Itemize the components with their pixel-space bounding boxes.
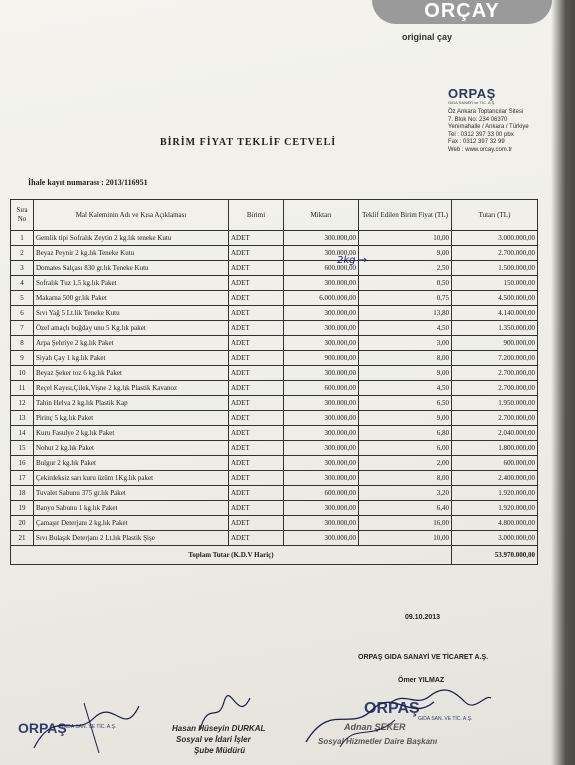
row-total: 2.040.000,00 (452, 426, 538, 441)
row-qty: 300.000,00 (284, 411, 359, 426)
table-row (11, 231, 538, 246)
table-total-row (11, 546, 538, 565)
row-price: 2,00 (359, 456, 452, 471)
row-no: 11 (11, 381, 34, 396)
row-name: Siyah Çay 1 kg.lık Paket (34, 351, 229, 366)
row-no: 1 (11, 231, 34, 246)
row-qty: 300.000,00 (284, 366, 359, 381)
row-price: 4,50 (359, 381, 452, 396)
table-row (11, 276, 538, 291)
price-table (10, 199, 538, 565)
row-name: Arpa Şehriye 2 kg.lık Paket (34, 336, 229, 351)
row-total: 600.000,00 (452, 456, 538, 471)
row-name: Banyo Sabunu 1 kg.lık Paket (34, 501, 229, 516)
row-qty: 300.000,00 (284, 276, 359, 291)
row-price: 0,75 (359, 291, 452, 306)
header-unit: Birimi (229, 200, 284, 231)
row-unit: ADET (229, 246, 284, 261)
header-total: Tutarı (TL) (452, 200, 538, 231)
table-row (11, 321, 538, 336)
row-price: 0,50 (359, 276, 452, 291)
row-name: Beyaz Şeker toz 6 kg.lık Paket (34, 366, 229, 381)
row-unit: ADET (229, 531, 284, 546)
row-qty: 300.000,00 (284, 396, 359, 411)
row-no: 2 (11, 246, 34, 261)
header-price: Teklif Edilen Birim Fiyat (TL) (359, 200, 452, 231)
table-row (11, 336, 538, 351)
row-unit: ADET (229, 441, 284, 456)
table-row (11, 291, 538, 306)
row-name: Domates Salçası 830 gr.lık Teneke Kutu (34, 261, 229, 276)
row-unit: ADET (229, 261, 284, 276)
signature-3 (300, 692, 440, 752)
row-price: 10,00 (359, 531, 452, 546)
signer-2-title-2: Şube Müdürü (194, 746, 246, 755)
table-row (11, 246, 538, 261)
row-qty: 6.000.000,00 (284, 291, 359, 306)
table-row (11, 441, 538, 456)
row-qty: 300.000,00 (284, 531, 359, 546)
row-unit: ADET (229, 366, 284, 381)
row-unit: ADET (229, 501, 284, 516)
row-qty: 600.000,00 (284, 261, 359, 276)
row-qty: 300.000,00 (284, 471, 359, 486)
row-total: 1.800.000,00 (452, 441, 538, 456)
row-name: Reçel Kayısı,Çilek,Vişne 2 kg.lık Plastik Kavanoz (34, 381, 229, 396)
row-no: 5 (11, 291, 34, 306)
row-total: 3.000.000,00 (452, 231, 538, 246)
row-unit: ADET (229, 396, 284, 411)
row-price: 6,40 (359, 501, 452, 516)
address-line: 7. Blok No: 234 06370 (448, 116, 508, 123)
row-unit: ADET (229, 291, 284, 306)
row-unit: ADET (229, 516, 284, 531)
row-unit: ADET (229, 456, 284, 471)
row-qty: 300.000,00 (284, 516, 359, 531)
row-no: 3 (11, 261, 34, 276)
row-no: 8 (11, 336, 34, 351)
row-no: 13 (11, 411, 34, 426)
row-total: 2.700.000,00 (452, 246, 538, 261)
row-name: Çekirdeksiz sarı kuru üzüm 1Kg.lık paket (34, 471, 229, 486)
row-total: 1.920.000,00 (452, 486, 538, 501)
row-unit: ADET (229, 426, 284, 441)
row-price: 6,80 (359, 426, 452, 441)
row-total: 900.000,00 (452, 336, 538, 351)
row-unit: ADET (229, 411, 284, 426)
table-row (11, 486, 538, 501)
row-no: 6 (11, 306, 34, 321)
row-name: Özel amaçlı buğday unu 5 Kg.lık paket (34, 321, 229, 336)
table-row (11, 381, 538, 396)
row-no: 4 (11, 276, 34, 291)
row-no: 21 (11, 531, 34, 546)
total-value: 53.970.000,00 (452, 546, 538, 565)
row-name: Çamaşır Deterjanı 2 kg.lık Paket (34, 516, 229, 531)
row-price: 8,00 (359, 351, 452, 366)
row-total: 1.350.000,00 (452, 321, 538, 336)
row-unit: ADET (229, 306, 284, 321)
signer-2-title: Sosyal ve İdari İşler (176, 735, 251, 744)
orpas-logo: ORPAŞ (448, 86, 496, 101)
row-total: 7.200.000,00 (452, 351, 538, 366)
signer-name: Ömer YILMAZ (398, 677, 445, 684)
row-total: 2.700.000,00 (452, 366, 538, 381)
row-price: 6,50 (359, 396, 452, 411)
row-price: 9,00 (359, 366, 452, 381)
orpas-logo-subtitle: GIDA SANAYİ ve TİC. A.Ş. (448, 100, 496, 105)
address-line: Yenimahalle / Ankara / Türkiye (448, 124, 529, 130)
stamp-right-text: GIDA SAN. VE TİC. A.Ş. (418, 716, 473, 722)
row-price: 4,50 (359, 321, 452, 336)
address-line: Web : www.orcay.com.tr (448, 146, 513, 153)
row-qty: 300.000,00 (284, 336, 359, 351)
company-address (448, 109, 529, 154)
row-total: 2.400.000,00 (452, 471, 538, 486)
orcay-logo: ORÇAY (372, 0, 552, 24)
row-price: 3,20 (359, 486, 452, 501)
address-line: Fax : 0312 397 32 99 (448, 139, 505, 145)
header-qty: Miktarı (284, 200, 359, 231)
row-name: Sofralık Tuz 1,5 kg.lık Paket (34, 276, 229, 291)
row-name: Gemlik tipi Sofralık Zeytin 2 kg.lık teneke Kutu (34, 231, 229, 246)
row-no: 10 (11, 366, 34, 381)
row-no: 16 (11, 456, 34, 471)
table-row (11, 531, 538, 546)
row-qty: 300.000,00 (284, 321, 359, 336)
row-no: 15 (11, 441, 34, 456)
signature-left (14, 698, 144, 758)
row-qty: 300.000,00 (284, 501, 359, 516)
row-qty: 300.000,00 (284, 456, 359, 471)
row-price: 3,00 (359, 336, 452, 351)
table-row (11, 366, 538, 381)
signer-3-title: Sosyal Hizmetler Daire Başkanı (318, 737, 438, 746)
stamp-right-logo: ORPAŞ (364, 700, 420, 717)
row-name: Makarna 500 gr.lık Paket (34, 291, 229, 306)
row-total: 150.000,00 (452, 276, 538, 291)
signer-3-name: Adnan ŞEKER (344, 722, 406, 732)
header-no: Sıra No (11, 200, 34, 231)
address-line: Öz Ankara Toptancılar Sitesi (448, 109, 524, 115)
document-date: 09.10.2013 (405, 614, 441, 621)
row-qty: 600.000,00 (284, 381, 359, 396)
table-row (11, 471, 538, 486)
row-name: Sıvı Yağ 5 Lt.lik Teneke Kutu (34, 306, 229, 321)
signer-2-name: Hasan Hüseyin DURKAL (172, 724, 266, 733)
row-price: 8,00 (359, 471, 452, 486)
total-label: Toplam Tutar (K.D.V Hariç) (11, 546, 452, 565)
page-shadow (551, 0, 575, 765)
row-price: 9,00 (359, 411, 452, 426)
row-unit: ADET (229, 336, 284, 351)
row-qty: 600.000,00 (284, 486, 359, 501)
row-qty: 300.000,00 (284, 246, 359, 261)
company-name: ORPAŞ GIDA SANAYİ VE TİCARET A.Ş. (358, 654, 489, 661)
signature-2 (190, 694, 260, 734)
row-name: Bulgur 2 kg.lık Paket (34, 456, 229, 471)
row-total: 2.700.000,00 (452, 411, 538, 426)
row-price: 9,00 (359, 246, 452, 261)
row-total: 3.000.000,00 (452, 531, 538, 546)
row-no: 14 (11, 426, 34, 441)
row-price: 16,00 (359, 516, 452, 531)
row-name: Tuvalet Sabunu 375 gr.lık Paket (34, 486, 229, 501)
table-header-row (11, 200, 538, 231)
table-row (11, 426, 538, 441)
stamp-left-logo: ORPAŞ (18, 720, 67, 736)
row-unit: ADET (229, 486, 284, 501)
row-total: 1.500.000,00 (452, 261, 538, 276)
row-total: 4.140.000,00 (452, 306, 538, 321)
row-total: 4.800.000,00 (452, 516, 538, 531)
address-line: Tel : 0312 397 33 00 pbx (448, 131, 514, 138)
row-name: Pirinç 5 kg.lık Paket (34, 411, 229, 426)
row-unit: ADET (229, 381, 284, 396)
row-name: Sıvı Bulaşık Deterjanı 2 Lt.lık Plastik Şişe (34, 531, 229, 546)
tender-number: İhale kayıt numarası : 2013/116951 (28, 178, 148, 187)
row-no: 17 (11, 471, 34, 486)
row-price: 10,00 (359, 231, 452, 246)
row-qty: 300.000,00 (284, 306, 359, 321)
row-name: Tahin Helva 2 kg.lık Plastik Kap (34, 396, 229, 411)
row-total: 1.920.000,00 (452, 501, 538, 516)
row-no: 7 (11, 321, 34, 336)
row-unit: ADET (229, 231, 284, 246)
table-row (11, 261, 538, 276)
orcay-sub-logo: original çay (402, 32, 453, 42)
row-no: 19 (11, 501, 34, 516)
table-row (11, 396, 538, 411)
row-no: 20 (11, 516, 34, 531)
handwritten-note: 2kg → (337, 255, 368, 266)
table-row (11, 501, 538, 516)
table-row (11, 456, 538, 471)
row-price: 2,50 (359, 261, 452, 276)
row-total: 1.950.000,00 (452, 396, 538, 411)
row-unit: ADET (229, 321, 284, 336)
row-name: Beyaz Peynir 2 kg.lık Teneke Kutu (34, 246, 229, 261)
row-name: Kuru Fasulye 2 kg.lık Paket (34, 426, 229, 441)
row-no: 18 (11, 486, 34, 501)
row-price: 6,00 (359, 441, 452, 456)
document-title: BİRİM FİYAT TEKLİF CETVELİ (160, 137, 337, 148)
table-row (11, 411, 538, 426)
row-qty: 900.000,00 (284, 351, 359, 366)
row-unit: ADET (229, 351, 284, 366)
row-qty: 300.000,00 (284, 441, 359, 456)
header-name: Mal Kaleminin Adı ve Kısa Açıklaması (34, 200, 229, 231)
table-row (11, 351, 538, 366)
row-no: 12 (11, 396, 34, 411)
row-name: Nohut 2 kg.lık Paket (34, 441, 229, 456)
row-unit: ADET (229, 471, 284, 486)
row-price: 13,80 (359, 306, 452, 321)
row-total: 4.500.000,00 (452, 291, 538, 306)
stamp-left-text: GIDA SAN. VE TİC. A.Ş. (62, 724, 117, 730)
table-row (11, 516, 538, 531)
row-qty: 300.000,00 (284, 231, 359, 246)
row-unit: ADET (229, 276, 284, 291)
table-row (11, 306, 538, 321)
row-no: 9 (11, 351, 34, 366)
row-qty: 300.000,00 (284, 426, 359, 441)
row-total: 2.700.000,00 (452, 381, 538, 396)
